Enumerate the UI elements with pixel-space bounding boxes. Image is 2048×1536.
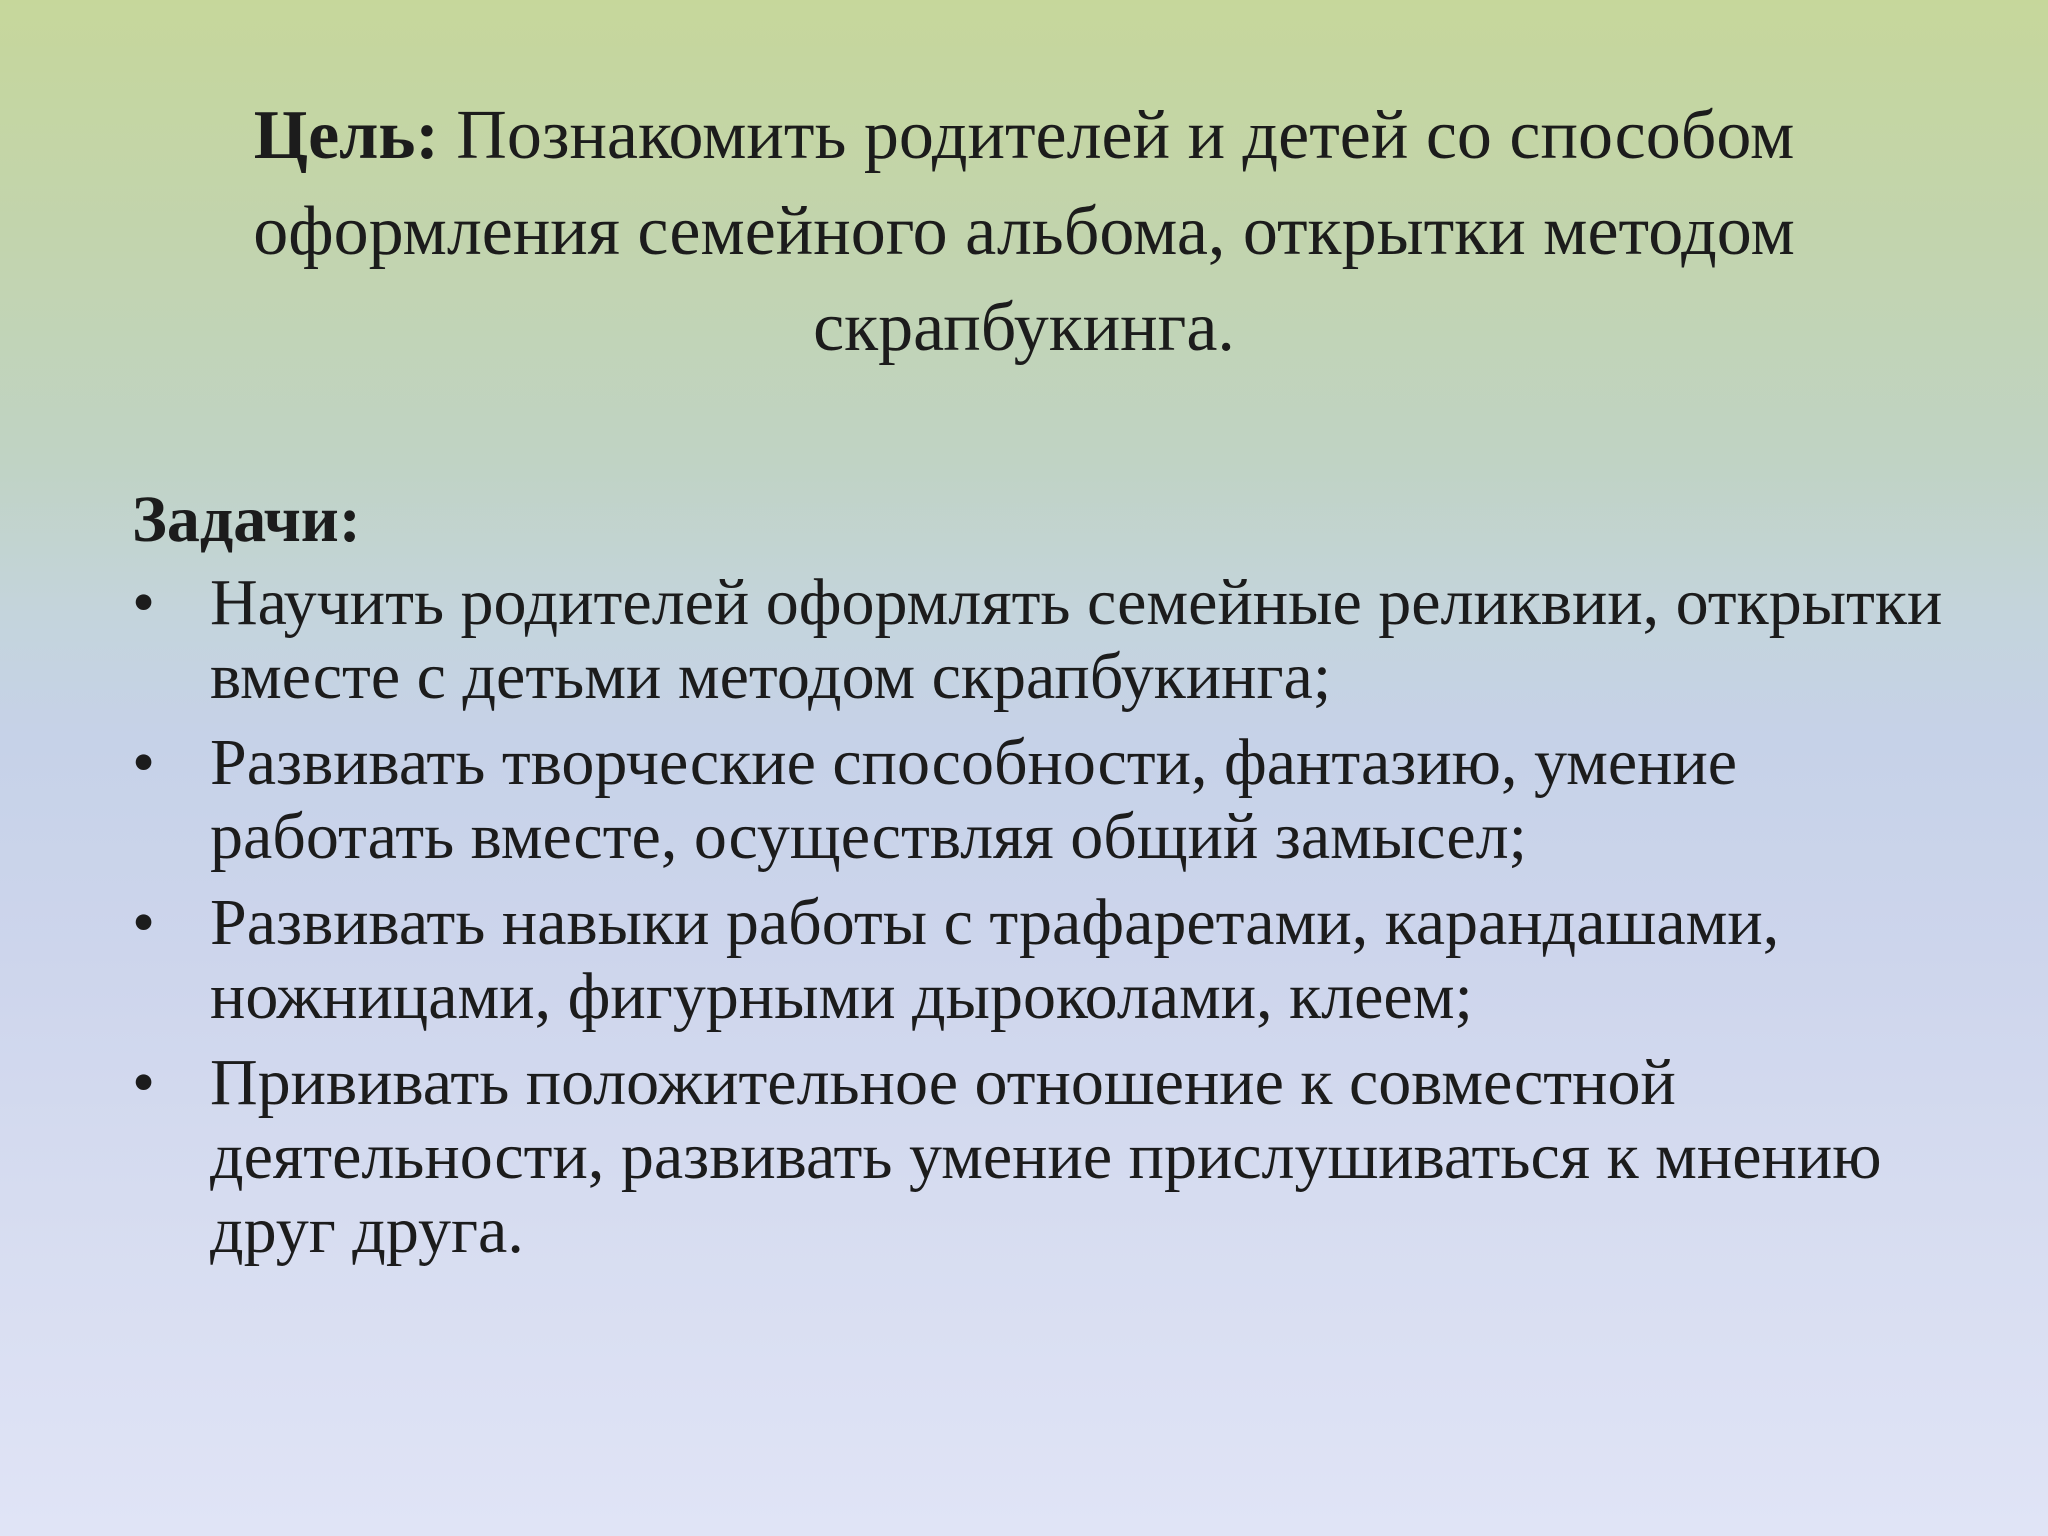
task-item-text: Научить родителей оформлять семейные реликвии, открытки вместе с детьми методом скрапбукинга; (210, 566, 1943, 713)
task-list (132, 566, 1948, 1268)
task-item (132, 726, 1948, 874)
task-item-text: Развивать творческие способности, фантазию, умение работать вместе, осуществляя общий замысел; (210, 726, 1738, 873)
goal-paragraph (90, 88, 1958, 376)
bullet-icon: • (132, 726, 156, 799)
task-item (132, 566, 1948, 714)
task-item-text: Развивать навыки работы с трафаретами, карандашами, ножницами, фигурными дыроколами, клеем; (210, 886, 1780, 1033)
task-item (132, 886, 1948, 1034)
tasks-section (132, 478, 1948, 1280)
tasks-heading: Задачи: (132, 483, 361, 556)
bullet-icon: • (132, 566, 156, 639)
bullet-icon: • (132, 1046, 156, 1119)
task-item-text: Прививать положительное отношение к совместной деятельности, развивать умение прислушиваться к мнению друг друга. (210, 1046, 1882, 1267)
bullet-icon: • (132, 886, 156, 959)
goal-label: Цель: (253, 97, 439, 174)
goal-text: Познакомить родителей и детей со способом оформления семейного альбома, открытки методом скрапбукинга. (253, 97, 1795, 366)
task-item (132, 1046, 1948, 1268)
